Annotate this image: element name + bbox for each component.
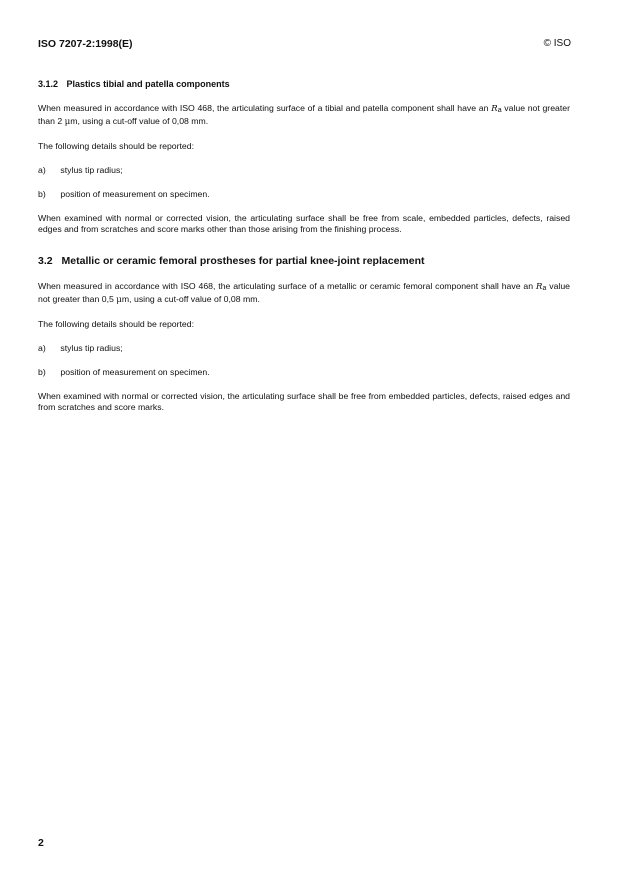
paragraph-text: value not greater than 0,5 <box>38 281 570 304</box>
list-item <box>38 189 570 200</box>
list-item <box>38 343 570 354</box>
copyright-notice: © ISO <box>543 38 571 49</box>
visual-inspection-paragraph: When examined with normal or corrected vision, the articulating surface shall be free from embedded particles, defects, raised edges and from scratches and score marks. <box>38 391 570 412</box>
paragraph-text: m, using a cut-off value of 0,08 mm. <box>70 116 209 126</box>
list-item-text: stylus tip radius; <box>60 343 123 353</box>
list-item-text: position of measurement on specimen. <box>60 189 210 199</box>
ra-symbol <box>491 104 501 114</box>
list-item-text: position of measurement on specimen. <box>60 367 210 377</box>
list-item <box>38 367 570 378</box>
roughness-requirement-paragraph <box>38 281 570 306</box>
list-item <box>38 165 570 176</box>
report-details-intro: The following details should be reported: <box>38 141 194 151</box>
paragraph-text: value not greater than 2 <box>38 103 571 126</box>
ra-subscript: a <box>542 285 547 292</box>
ra-subscript: a <box>497 107 502 114</box>
ra-letter: R <box>535 282 543 292</box>
visual-inspection-paragraph: When examined with normal or corrected vision, the articulating surface shall be free from scale, embedded particles, defects, raised edges and from scratches and score marks other than those arising from the finishing process. <box>38 213 570 234</box>
micro-symbol: μ <box>64 117 71 127</box>
section-number: 3.1.2 <box>38 79 59 89</box>
page-number: 2 <box>38 837 44 849</box>
section-heading-3-2 <box>38 255 570 267</box>
paragraph-text: When measured in accordance with ISO 468, the articulating surface of a metallic or ceramic femoral component shall have an <box>38 281 534 291</box>
section-title: Plastics tibial and patella components <box>66 79 230 89</box>
paragraph-text: When measured in accordance with ISO 468, the articulating surface of a tibial and patella component shall have an <box>38 103 489 113</box>
ra-letter: R <box>491 104 498 114</box>
micro-symbol: μ <box>116 295 122 305</box>
list-marker: a) <box>38 165 46 175</box>
list-item-text: stylus tip radius; <box>60 165 123 175</box>
section-number: 3.2 <box>38 255 53 267</box>
page-content <box>38 79 570 426</box>
section-heading-3-1-2 <box>38 79 570 89</box>
list-marker: b) <box>38 189 46 199</box>
list-marker: b) <box>38 367 46 377</box>
list-marker: a) <box>38 343 46 353</box>
report-details-intro: The following details should be reported: <box>38 319 194 329</box>
roughness-requirement-paragraph <box>38 103 570 128</box>
section-title: Metallic or ceramic femoral prostheses for partial knee-joint replacement <box>61 255 425 267</box>
ra-symbol <box>536 282 546 292</box>
paragraph-text: m, using a cut-off value of 0,08 mm. <box>121 294 260 304</box>
document-id: ISO 7207-2:1998(E) <box>38 38 133 50</box>
